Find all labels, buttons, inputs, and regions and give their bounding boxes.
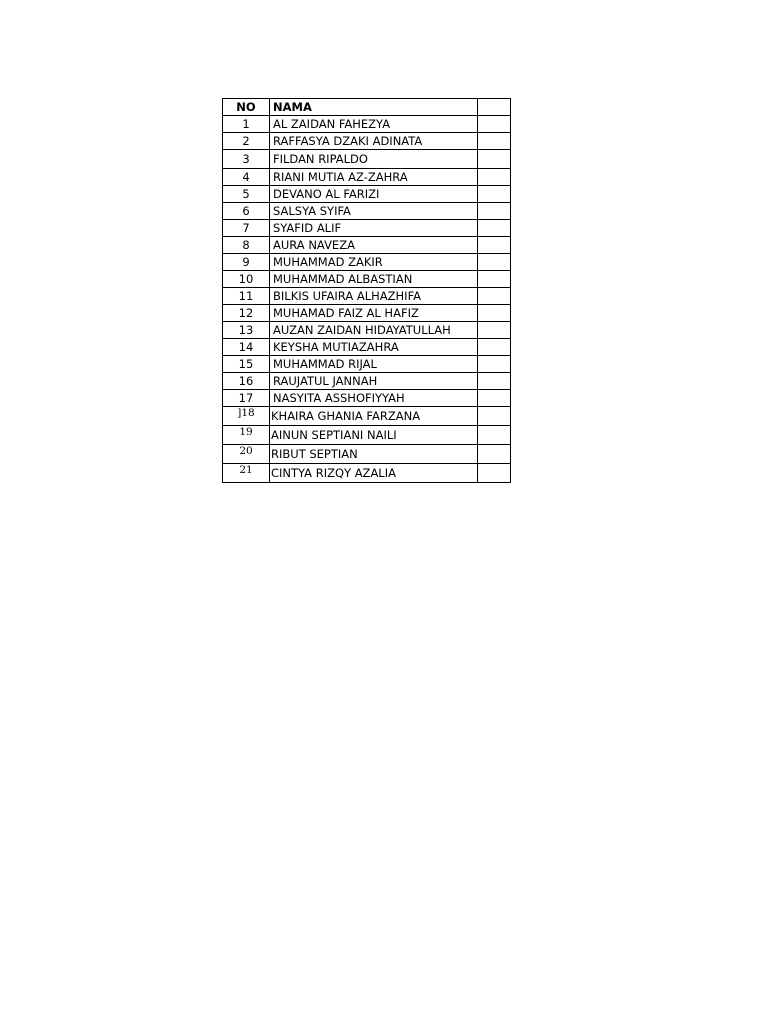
student-name: BILKIS UFAIRA ALHAZHIFA	[270, 288, 478, 305]
row-number: 13	[223, 322, 270, 339]
table-row	[223, 169, 511, 186]
empty-cell	[478, 237, 511, 254]
row-number: 10	[223, 271, 270, 288]
student-name: CINTYA RIZQY AZALIA	[270, 464, 478, 483]
student-name: KEYSHA MUTIAZAHRA	[270, 339, 478, 356]
student-name: NASYITA ASSHOFIYYAH	[270, 390, 478, 407]
empty-cell	[478, 220, 511, 237]
header-extra	[478, 99, 511, 116]
row-number: 7	[223, 220, 270, 237]
table-row	[223, 133, 511, 150]
empty-cell	[478, 254, 511, 271]
row-number: 19	[223, 426, 270, 445]
empty-cell	[478, 426, 511, 445]
table-row	[223, 426, 511, 445]
table-row	[223, 220, 511, 237]
empty-cell	[478, 356, 511, 373]
row-number: 14	[223, 339, 270, 356]
student-name-table	[222, 98, 511, 483]
empty-cell	[478, 339, 511, 356]
table-row	[223, 254, 511, 271]
student-name: FILDAN RIPALDO	[270, 150, 478, 169]
student-name: RIANI MUTIA AZ-ZAHRA	[270, 169, 478, 186]
table-row	[223, 407, 511, 426]
row-number: 9	[223, 254, 270, 271]
empty-cell	[478, 288, 511, 305]
header-row	[223, 99, 511, 116]
table-row	[223, 322, 511, 339]
student-name: KHAIRA GHANIA FARZANA	[270, 407, 478, 426]
empty-cell	[478, 133, 511, 150]
empty-cell	[478, 116, 511, 133]
empty-cell	[478, 186, 511, 203]
student-name: SYAFID ALIF	[270, 220, 478, 237]
table-row	[223, 445, 511, 464]
empty-cell	[478, 169, 511, 186]
empty-cell	[478, 203, 511, 220]
row-number: 6	[223, 203, 270, 220]
empty-cell	[478, 464, 511, 483]
empty-cell	[478, 271, 511, 288]
row-number: 2	[223, 133, 270, 150]
table-row	[223, 271, 511, 288]
row-number: 5	[223, 186, 270, 203]
table-row	[223, 116, 511, 133]
row-number: 16	[223, 373, 270, 390]
table-row	[223, 203, 511, 220]
header-no: NO	[223, 99, 270, 116]
row-number: 17	[223, 390, 270, 407]
row-number: 12	[223, 305, 270, 322]
empty-cell	[478, 305, 511, 322]
table-row	[223, 464, 511, 483]
table-row	[223, 390, 511, 407]
row-number: 20	[223, 445, 270, 464]
student-name: RIBUT SEPTIAN	[270, 445, 478, 464]
table-row	[223, 305, 511, 322]
empty-cell	[478, 373, 511, 390]
student-name: MUHAMMAD ZAKIR	[270, 254, 478, 271]
table-row	[223, 237, 511, 254]
table-row	[223, 373, 511, 390]
student-name: RAFFASYA DZAKI ADINATA	[270, 133, 478, 150]
row-number: 1	[223, 116, 270, 133]
student-name: MUHAMMAD RIJAL	[270, 356, 478, 373]
student-name: SALSYA SYIFA	[270, 203, 478, 220]
table-row	[223, 339, 511, 356]
table-row	[223, 186, 511, 203]
student-name: MUHAMMAD ALBASTIAN	[270, 271, 478, 288]
empty-cell	[478, 322, 511, 339]
row-number: 3	[223, 150, 270, 169]
table-row	[223, 150, 511, 169]
table-row	[223, 288, 511, 305]
row-number: ]18	[223, 407, 270, 426]
student-name: MUHAMAD FAIZ AL HAFIZ	[270, 305, 478, 322]
row-number: 4	[223, 169, 270, 186]
student-name: RAUJATUL JANNAH	[270, 373, 478, 390]
student-name: AURA NAVEZA	[270, 237, 478, 254]
row-number: 8	[223, 237, 270, 254]
student-name: AINUN SEPTIANI NAILI	[270, 426, 478, 445]
empty-cell	[478, 445, 511, 464]
student-name: AL ZAIDAN FAHEZYA	[270, 116, 478, 133]
row-number: 21	[223, 464, 270, 483]
row-number: 15	[223, 356, 270, 373]
student-name: AUZAN ZAIDAN HIDAYATULLAH	[270, 322, 478, 339]
student-name: DEVANO AL FARIZI	[270, 186, 478, 203]
empty-cell	[478, 407, 511, 426]
header-name: NAMA	[270, 99, 478, 116]
empty-cell	[478, 150, 511, 169]
row-number: 11	[223, 288, 270, 305]
empty-cell	[478, 390, 511, 407]
table-row	[223, 356, 511, 373]
